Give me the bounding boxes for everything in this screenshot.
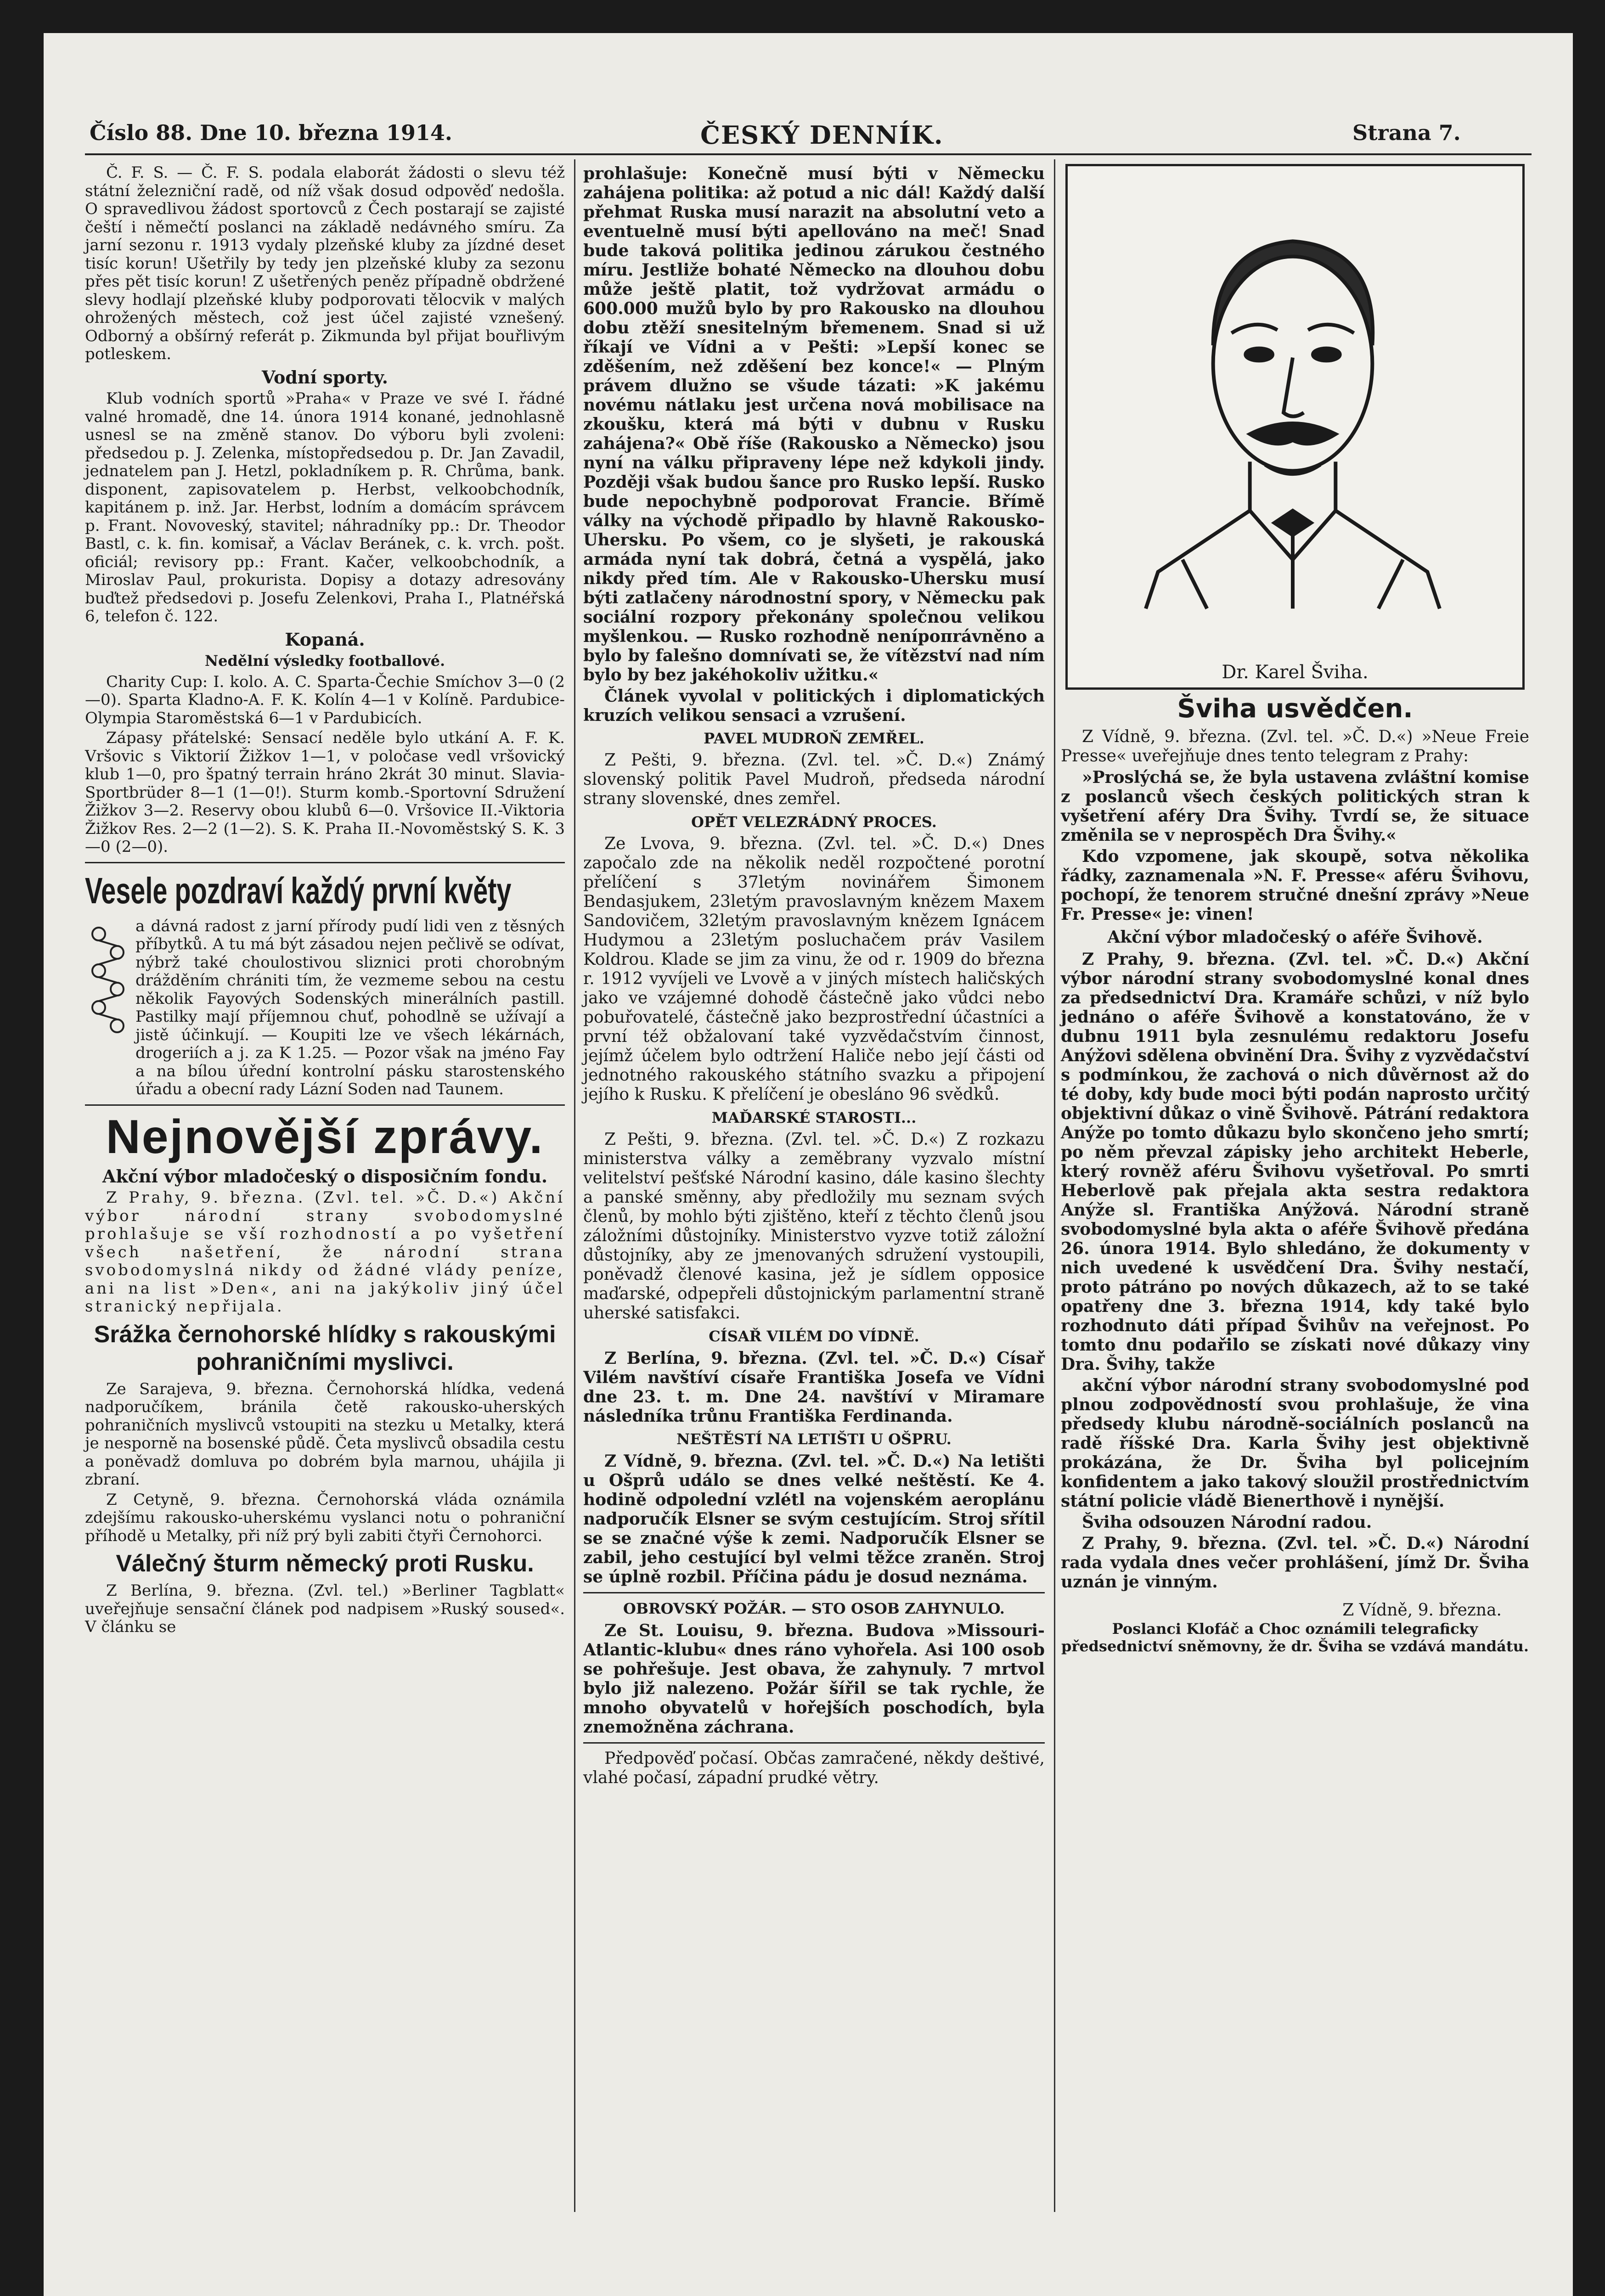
portrait-caption: Dr. Karel Šviha. xyxy=(1222,662,1368,683)
article-narodni-rada: Z Prahy, 9. března. (Zvl. tel. »Č. D.«) Národní rada vydala dnes večer prohlášení, jímž Dr. Šviha uznán je vinným. xyxy=(1061,1534,1529,1592)
column-divider-2 xyxy=(1054,159,1055,2212)
article-sviha-3: Kdo vzpomene, jak skoupě, sotva několika řádky, zaznamenala »N. F. Presse« aféru Švihovu, pochopí, že tenorem stručné dnešní zprávy »Neue Fr. Presse« je: vinen! xyxy=(1061,847,1529,924)
latest-news-headline: Nejnovější zprávy. xyxy=(106,1110,544,1164)
football-results-1: Charity Cup: I. kolo. A. C. Sparta-Čechie Smíchov 3—0 (2—0). Sparta Kladno-A. F. K. Kolín 4—1 v Kolíně. Pardubice-Olympia Staroměstská 6—1 v Pardubicích. xyxy=(85,672,565,727)
section-title-vodni-sporty: Vodní sporty. xyxy=(261,366,389,388)
article-mandat: Poslanci Klofáč a Choc oznámili telegraficky předsednictví sněmovny, že dr. Šviha se vzdává mandátu. xyxy=(1061,1620,1529,1655)
football-results-2: Zápasy přátelské: Sensací neděle bylo utkání A. F. K. Vršovic s Viktorií Žižkov 1—1, v poločase vedl vršovický klub 1—0, pro špatný terrain hráno 2krát 30 minut. Slavia-Sportbrüder 8—1 (1—0!). Sturm komb.-Sportovní Sdružení Žižkov 3—2. Reservy obou klubů 6—0. Vršovice II.-Viktoria Žižkov Res. 2—2 (1—2). S. K. Praha II.-Novoměstský S. K. 3—0 (2—0). xyxy=(85,729,565,856)
vodni-sporty-paragraph: Klub vodních sportů »Praha« v Praze ve své I. řádné valné hromadě, dne 14. února 1914 konané, jednohlasně usnesl se na změně stanov. Do výboru byli zvoleni: předsedou p. J. Zelenka, místopředsedou p. Dr. Jan Zavadil, jednatelem pan J. Hetzl, pokladníkem p. R. Chrůma, bank. disponent, zapisovatelem p. Herbst, velkoobchodník, kapitánem p. inž. Jar. Herbst, lodním a domácím správcem p. Frant. Novoveský, stavitel; náhradníky pp.: Dr. Theodor Bastl, c. k. fin. komisař, a Václav Beránek, c. k. vrch. pošt. oficiál; revisory pp.: Frant. Kačer, velkoobchodník, a Miroslav Paul, prokurista. Dopisy a dotazy adresovány buďtež předsedovi p. Josefu Zelenkovi, Praha I., Platnéřská 6, telefon č. 122. xyxy=(85,389,565,625)
article-akcni-vybor-1: Z Prahy, 9. března. (Zvl. tel. »Č. D.«) Akční výbor národní strany svobodomyslné konal dnes za předsednictví Dra. Kramáře schůzi, v níž bylo jednáno o aféře Švihově a konstatováno, že v dubnu 1911 byla zesnulému redaktoru Josefu Anýžovi sdělena obvinění Dra. Švihy z vyzvědačství s podmínkou, že zachová o nich důvěrnost až do té doby, kdy bude moci býti podán naprosto určitý objektivní důkaz o vině Švihově. Pátrání redaktora Anýže po tomto důkazu bylo skončeno jeho smrtí; po něm převzal zápisky jeho architekt Heberle, který rovněž aféru Švihovu vyšetřoval. Po smrti Heberlově pak přejala akta sestra redaktora Anýže sl. Františka Anýžová. Národní straně svobodomyslné byla akta o aféře Švihově předána 26. února 1914. Bylo shledáno, že dokumenty v nich uvedené k usvědčení Dra. Švihy nestačí, proto pátráno po nových důkazech, až to se také opatřeny dne 3. března 1914, kdy také bylo rozhodnuto dáti případ Švihův na veřejnost. Po tomto dnu podařilo se získati nové důkazy viny Dra. Švihy, takže xyxy=(1061,950,1529,1374)
subsection-title-football: Nedělní výsledky footballové. xyxy=(204,652,445,670)
header-rule xyxy=(85,153,1532,155)
divider xyxy=(583,1742,1045,1744)
article-pozar: Ze St. Louisu, 9. března. Budova »Missouri-Atlantic-klubu« dnes ráno vyhořela. Asi 100 osob se pohřešuje. Jest obava, že zahynuly. 7 mrtvol bylo již nalezeno. Požár šířil se tak rychle, že mnoho obyvatelů v hořejších poschodích, byla znemožněna záchrana. xyxy=(583,1621,1045,1737)
article-akcni-vybor-2: akční výbor národní strany svobodomyslné pod plnou zodpovědností svou prohlašuje, že vina předsedy klubu národně-sociálních poslanců na radě říšské Dra. Karla Švihy jest objektivně prokázána, že Dr. Šviha byl policejním konfidentem a jako takový sloužil prostřednictvím státní policie vládě Bienerthově i nynější. xyxy=(1061,1376,1529,1511)
article-narodni-rada-title: Šviha odsouzen Národní radou. xyxy=(1082,1513,1372,1532)
article-title-mudron: PAVEL MUDROŇ ZEMŘEL. xyxy=(704,730,924,747)
divider xyxy=(85,862,565,863)
article-title-disposicni-fond: Akční výbor mladočeský o disposičním fondu. xyxy=(102,1165,548,1187)
dateline-vienna: Z Vídně, 9. března. xyxy=(1342,1601,1502,1620)
article-nestesti: Z Vídně, 9. března. (Zvl. tel. »Č. D.«) Na letišti u Ošprů událo se dnes velké neštěstí. Ke 4. hodině odpolední vzlétl na vojenském aeroplánu nadporučík Elsner se svým cestujícím. Stroj sřítil se se značné výše k zemi. Nadporučík Elsner se zabil, jeho cestující byl velmi těžce zraněn. Stroj se úplně rozbil. Příčina pádu je dosud neznáma. xyxy=(583,1452,1045,1587)
section-title-kopana: Kopaná. xyxy=(285,629,365,650)
article-continuation: prohlašuje: Konečně musí býti v Německu zahájena politika: až potud a nic dál! Každý další přehmat Ruska musí narazit na absolutní veto a eventuelně musí býti apellováno na meč! Snad bude taková politika jedinou zárukou čestného míru. Jestliže bohaté Německo na dlouhou dobu může ještě platit, tož vydržovat armádu o 600.000 mužů bylo by pro Rakousko na dlouhou dobu ztěží snesitelným břemenem. Snad si už říkají ve Vídni a v Pešti: »Lepší konec se zděšením, než zděšení bez konce!« — Plným právem dlužno se všude tázati: »K jakému novému nátlaku jest určena nová mobilisace na zkoušku, která má býti v dubnu v Rusku zahájena?« Obě říše (Rakousko a Německo) jsou nyní na válku připraveny lépe než kdykoli jindy. Později však budou šance pro Rusko lepší. Rusko bude nepochybně podporovat Francie. Břímě války na východě připadlo by hlavně Rakousko-Uhersku. Po všem, co je slyšeti, je rakouská armáda nyní tak dobrá, četná a vyspělá, jako nikdy před tím. Ale v Rakousko-Uhersku musí býti zatlačeny národnostní spory, v Německu pak sociální rozpory překonány společnou velikou myšlenkou. — Rusko rozhodně neníропrávněno a bylo by falešno domnívati se, že vítězství nad ním bylo by bez jakéhokoliv užitku.« xyxy=(583,164,1045,685)
advertisement-headline: Vesele pozdraví každý první květy xyxy=(85,870,512,911)
portrait-frame xyxy=(1065,164,1525,690)
article-title-nestesti: NEŠTĚSTÍ NA LETIŠTI U OŠPRU. xyxy=(676,1430,952,1448)
article-title-srazka: Srážka černohorské hlídky s rakouskými pohraničními myslivci. xyxy=(94,1321,556,1375)
article-title-cisar: CÍSAŘ VILÉM DO VÍDNĚ. xyxy=(709,1328,919,1345)
advertisement-text: a dávná radost z jarní přírody pudí lidi ven z těsných příbytků. A tu má být zásadou nejen pečlivě se odívat, nýbrž také choulostivou sliznici proti chorobným drážděním chrániti tím, že vezmeme sebou na cestu několik Fayových Sodenských minerálních pastill. Pastilky mají příjemnou chuť, pohodlně se užívají a jistě účinkují. — Koupiti lze ve všech lékárnách, drogeriích a j. za K 1.25. — Pozor však na jméno Fay a na bílou úřední kontrolní pásku starostenského úřadu a obecní rady Lázní Soden nad Taunem. xyxy=(135,917,565,1098)
article-mudron: Z Pešti, 9. března. (Zvl. tel. »Č. D.«) Známý slovenský politik Pavel Mudroň, předseda národní strany slovenské, dnes zemřel. xyxy=(583,751,1045,808)
article-title-pozar: OBROVSKÝ POŽÁR. — STO OSOB ZAHYNULO. xyxy=(623,1600,1005,1617)
article-sturm: Z Berlína, 9. března. (Zvl. tel.) »Berliner Tagblatt« uveřejňuje sensační článek pod nadpisem »Ruský soused«. V článku se xyxy=(85,1581,565,1636)
sports-paragraph: Č. F. S. — Č. F. S. podala elaborát žádosti o slevu též státní železniční radě, od níž však dosud odpověď nedošla. O spravedlivou žádost sportovců z Čech postarají se zajisté čeští i němečtí poslanci na základě nedávného smíru. Za jarní sezonu r. 1913 vydaly plzeňské kluby za jízdné deset tisíc korun! Ušetřily by tedy jen plzeňské kluby za sezonu přes pět tisíc korun! Z ušetřených peněz případně obdržené slevy hodlají plzeňské kluby podporovati tělocvik v malých ohrožených městech, což jest účel zajisté vznešený. Odborný a obšírný referát p. Zikmunda byl přijat bouřlivým potleskem. xyxy=(85,163,565,363)
article-title-akcni-vybor: Akční výbor mladočeský o aféře Švihově. xyxy=(1107,928,1483,947)
article-sviha-1: Z Vídně, 9. března. (Zvl. tel. »Č. D.«) »Neue Freie Presse« uveřejňuje dnes tento telegram z Prahy: xyxy=(1061,727,1529,765)
article-title-sviha-usvedcen: Šviha usvědčen. xyxy=(1177,694,1413,724)
article-srazka-1: Ze Sarajeva, 9. března. Černohorská hlídka, vedená nadporučíkem, bránila četě rakousko-uherských pohraničních myslivců vstoupiti na stezku u Metalky, která je nesporně na bosenské půdě. Četa myslivců obsadila cestu a poněvadž domluva po dobrém byla marnou, uhájila ji zbraní. xyxy=(85,1379,565,1489)
flower-ornament-icon xyxy=(85,920,131,1040)
advertisement-fay xyxy=(85,917,565,1099)
article-disposicni-fond: Z Prahy, 9. března. (Zvl. tel. »Č. D.«) Akční výbor národní strany svobodomyslné prohlašuje se vší rozhodností a po vyšetření všech našetření, že národní strana svobodomyslná nikdy od žádné vlády peníze, ani na list »Den«, ani na jakýkoliv jiný účel stranický nepřijala. xyxy=(85,1188,565,1316)
column-divider-1 xyxy=(574,159,575,2212)
article-cisar: Z Berlína, 9. března. (Zvl. tel. »Č. D.«) Císař Vilém navštíví císaře Františka Josefa ve Vídni dne 23. t. m. Dne 24. navštíví v Miramare následníka trůnu Františka Ferdinanda. xyxy=(583,1349,1045,1426)
divider xyxy=(583,1592,1045,1593)
page-number: Strana 7. xyxy=(1352,120,1461,145)
article-srazka-2: Z Cetyně, 9. března. Černohorská vláda oznámila zdejšímu rakousko-uherskému vyslanci notu o pohraniční příhodě u Metalky, při níž prý byli zabiti čtyři Černohorci. xyxy=(85,1490,565,1545)
article-proces: Ze Lvova, 9. března. (Zvl. tel. »Č. D.«) Dnes započalo zde na několik neděl rozpočtené porotní přelíčení s 37letým novinářem Šimonem Bendasjukem, 23letým pravoslavným knězem Maxem Sandovičem, 32letým pravoslavným knězem Ignácem Hudymou a 23letým posluchačem práv Vasilem Koldrou. Klade se jim za vinu, že od r. 1909 do března r. 1912 vyvíjeli ve Lvově a v jiných místech haličských jako ve vzájemné dohodě částečně jako vůdci nebo pobuřovatelé, částečně jako bezprostřední účastníci a první též obžalovaní také vyzvědačstvím činnost, jejímž účelem bylo odtržení Haliče nebo její části od jednotného rakouského státního svazku a připojení jejího k Rusku. K přelíčení je obesláno 96 svědků. xyxy=(583,834,1045,1104)
weather-forecast: Předpověď počasí. Občas zamračené, někdy deštivé, vlahé počasí, západní prudké větry. xyxy=(583,1749,1045,1787)
newspaper-page xyxy=(44,33,1573,2296)
article-madarske: Z Pešti, 9. března. (Zvl. tel. »Č. D.«) Z rozkazu ministerstva války a zeměbrany vyzvalo místní velitelství pešťské Národní kasino, dále kasino šlechty a panské směnny, aby předložily mu seznam svých členů, by mohlo býti zjištěno, kteří z těchto členů jsou záložními důstojníky. Ministerstvo vyzve totiž záložní důstojníky, aby ze jmenovaných sdružení vystoupili, poněvadž členové kasina, jež je sídlem opposice maďarské, odpepřeli důstojnickým parlamentní straně uherské satisfakci. xyxy=(583,1130,1045,1322)
issue-date: Číslo 88. Dne 10. března 1914. xyxy=(90,120,452,145)
column-1 xyxy=(85,164,565,1638)
article-conclusion: Článek vyvolal v politických i diplomatických kruzích velikou sensaci a vzrušení. xyxy=(583,687,1045,725)
article-title-proces: OPĚT VELEZRÁDNÝ PROCES. xyxy=(691,813,937,831)
portrait-illustration xyxy=(1109,185,1476,616)
article-title-sturm: Válečný šturm německý proti Rusku. xyxy=(116,1550,534,1577)
divider xyxy=(85,1104,565,1106)
article-sviha-2: »Proslýchá se, že byla ustavena zvláštní komise z poslanců všech českých politických stran k vyšetření aféry Dra Švihy. Tvrdí se, že situace změnila se v neprospěch Dra Švihy.« xyxy=(1061,768,1529,845)
column-2 xyxy=(583,164,1045,1790)
masthead-title: ČESKÝ DENNÍK. xyxy=(700,120,944,150)
article-title-madarske: MAĎARSKÉ STAROSTI... xyxy=(711,1109,917,1126)
column-3 xyxy=(1061,164,1529,1657)
